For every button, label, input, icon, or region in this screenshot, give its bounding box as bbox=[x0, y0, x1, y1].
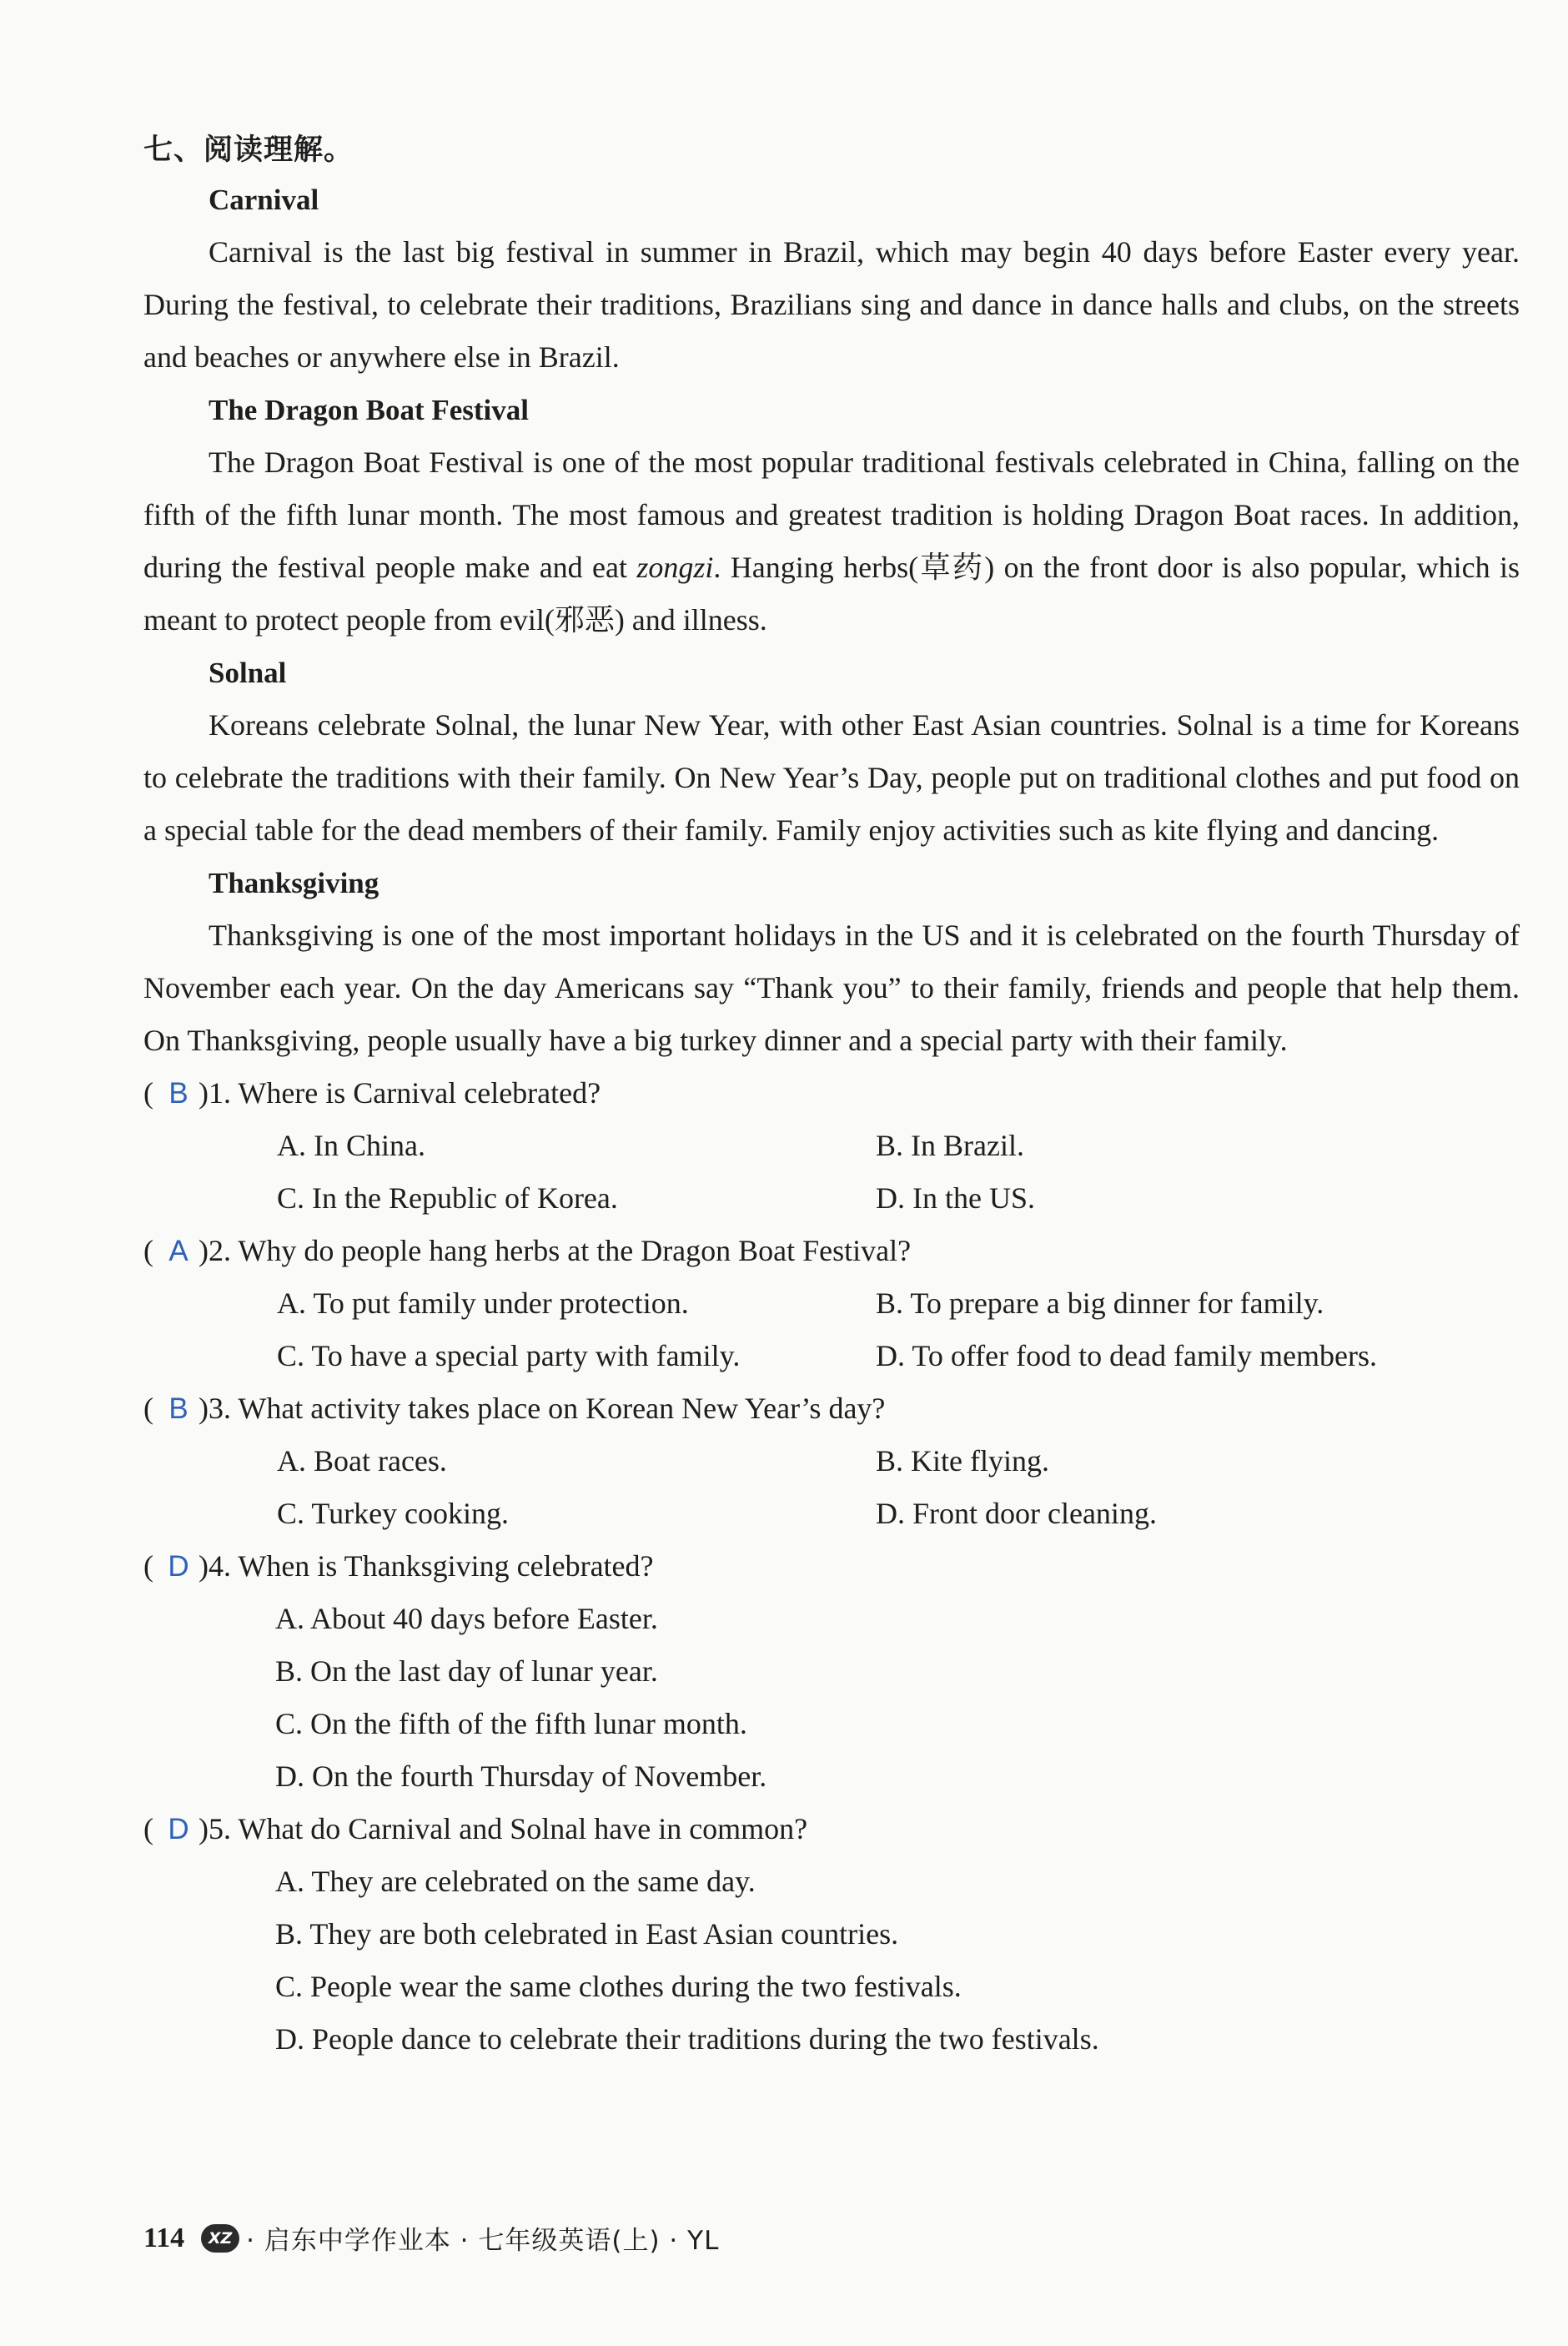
option-4b: B. On the last day of lunar year. bbox=[275, 1654, 658, 1688]
book-title: · 启东中学作业本 · 七年级英语(上) · YL bbox=[246, 2226, 720, 2256]
publisher-logo-icon: XZ bbox=[201, 2224, 239, 2253]
question-3-options bbox=[277, 1435, 1520, 1540]
answer-1: B bbox=[168, 1077, 188, 1110]
passage-heading-thanksgiving: Thanksgiving bbox=[209, 867, 379, 899]
answer-5: D bbox=[168, 1813, 189, 1845]
question-4: ( D )4. When is Thanksgiving celebrated? bbox=[143, 1540, 1520, 1593]
option-2a: A. To put family under protection. bbox=[277, 1286, 689, 1320]
question-4-options bbox=[275, 1593, 1520, 1803]
option-4a: A. About 40 days before Easter. bbox=[275, 1602, 658, 1635]
answer-3: B bbox=[168, 1392, 188, 1425]
question-3: ( B )3. What activity takes place on Korean New Year’s day? bbox=[143, 1382, 1520, 1435]
option-1a: A. In China. bbox=[277, 1129, 425, 1162]
option-1d: D. In the US. bbox=[876, 1181, 1035, 1215]
section-title: 七、阅读理解。 bbox=[143, 133, 354, 167]
option-5b: B. They are both celebrated in East Asian countries. bbox=[275, 1917, 899, 1951]
passage-heading-carnival: Carnival bbox=[209, 184, 319, 216]
question-1: ( B )1. Where is Carnival celebrated? bbox=[143, 1067, 1520, 1120]
passage-text-thanksgiving: Thanksgiving is one of the most important holidays in the US and it is celebrated on the fourth Thursday of November each year. On the day Americans say “Thank you” to their family, friends and people that help them. On Thanksgiving, people usually have a big turkey dinner and a special party with their family. bbox=[143, 919, 1520, 1057]
question-4-text: )4. When is Thanksgiving celebrated? bbox=[199, 1549, 654, 1583]
option-4d: D. On the fourth Thursday of November. bbox=[275, 1760, 767, 1793]
passage-text-solnal: Koreans celebrate Solnal, the lunar New Year, with other East Asian countries. Solnal is a time for Koreans to celebrate the traditions with their family. On New Year’s Day, people put on traditional clothes and put food on a special table for the dead members of their family. Family enjoy activities such as kite flying and dancing. bbox=[143, 708, 1520, 847]
question-1-options bbox=[277, 1120, 1520, 1225]
option-2b: B. To prepare a big dinner for family. bbox=[876, 1286, 1324, 1320]
option-3d: D. Front door cleaning. bbox=[876, 1497, 1157, 1530]
passage-heading-dragon-boat: The Dragon Boat Festival bbox=[209, 394, 530, 426]
question-5: ( D )5. What do Carnival and Solnal have in common? bbox=[143, 1803, 1520, 1855]
passage-text-dragon-boat: The Dragon Boat Festival is one of the most popular traditional festivals celebrated in China, falling on the fifth of the fifth lunar month. The most famous and greatest tradition is holding Dragon Boat races. In addition, during the festival people make and eat zongzi. Hanging herbs(草药) on the front door is also popular, which is meant to protect people from evil(邪恶) and illness. bbox=[143, 446, 1520, 637]
answer-4: D bbox=[168, 1550, 189, 1583]
option-1c: C. In the Republic of Korea. bbox=[277, 1181, 618, 1215]
question-2-text: )2. Why do people hang herbs at the Dragon Boat Festival? bbox=[199, 1234, 912, 1267]
option-4c: C. On the fifth of the fifth lunar month. bbox=[275, 1707, 747, 1740]
question-1-text: )1. Where is Carnival celebrated? bbox=[199, 1076, 601, 1110]
option-3a: A. Boat races. bbox=[277, 1444, 447, 1478]
question-5-options bbox=[275, 1855, 1520, 2066]
option-3c: C. Turkey cooking. bbox=[277, 1497, 510, 1530]
page-footer bbox=[143, 2219, 719, 2257]
option-3b: B. Kite flying. bbox=[876, 1444, 1049, 1478]
question-2: ( A )2. Why do people hang herbs at the Dragon Boat Festival? bbox=[143, 1225, 1520, 1277]
option-2c: C. To have a special party with family. bbox=[277, 1339, 741, 1372]
option-2d: D. To offer food to dead family members. bbox=[876, 1339, 1377, 1372]
answer-2: A bbox=[168, 1235, 188, 1267]
page-number: 114 bbox=[143, 2222, 185, 2253]
question-5-text: )5. What do Carnival and Solnal have in common? bbox=[199, 1812, 808, 1845]
option-1b: B. In Brazil. bbox=[876, 1129, 1024, 1162]
zongzi-term: zongzi bbox=[636, 551, 714, 584]
passage-text-carnival: Carnival is the last big festival in summer in Brazil, which may begin 40 days before Easter every year. During the festival, to celebrate their traditions, Brazilians sing and dance in dance halls and clubs, on the streets and beaches or anywhere else in Brazil. bbox=[143, 235, 1520, 374]
option-5c: C. People wear the same clothes during the two festivals. bbox=[275, 1970, 962, 2003]
question-3-text: )3. What activity takes place on Korean New Year’s day? bbox=[199, 1392, 886, 1425]
passage-heading-solnal: Solnal bbox=[209, 657, 287, 689]
option-5a: A. They are celebrated on the same day. bbox=[275, 1865, 756, 1898]
reading-content bbox=[143, 174, 1520, 2066]
question-2-options bbox=[277, 1277, 1520, 1382]
option-5d: D. People dance to celebrate their traditions during the two festivals. bbox=[275, 2022, 1099, 2056]
